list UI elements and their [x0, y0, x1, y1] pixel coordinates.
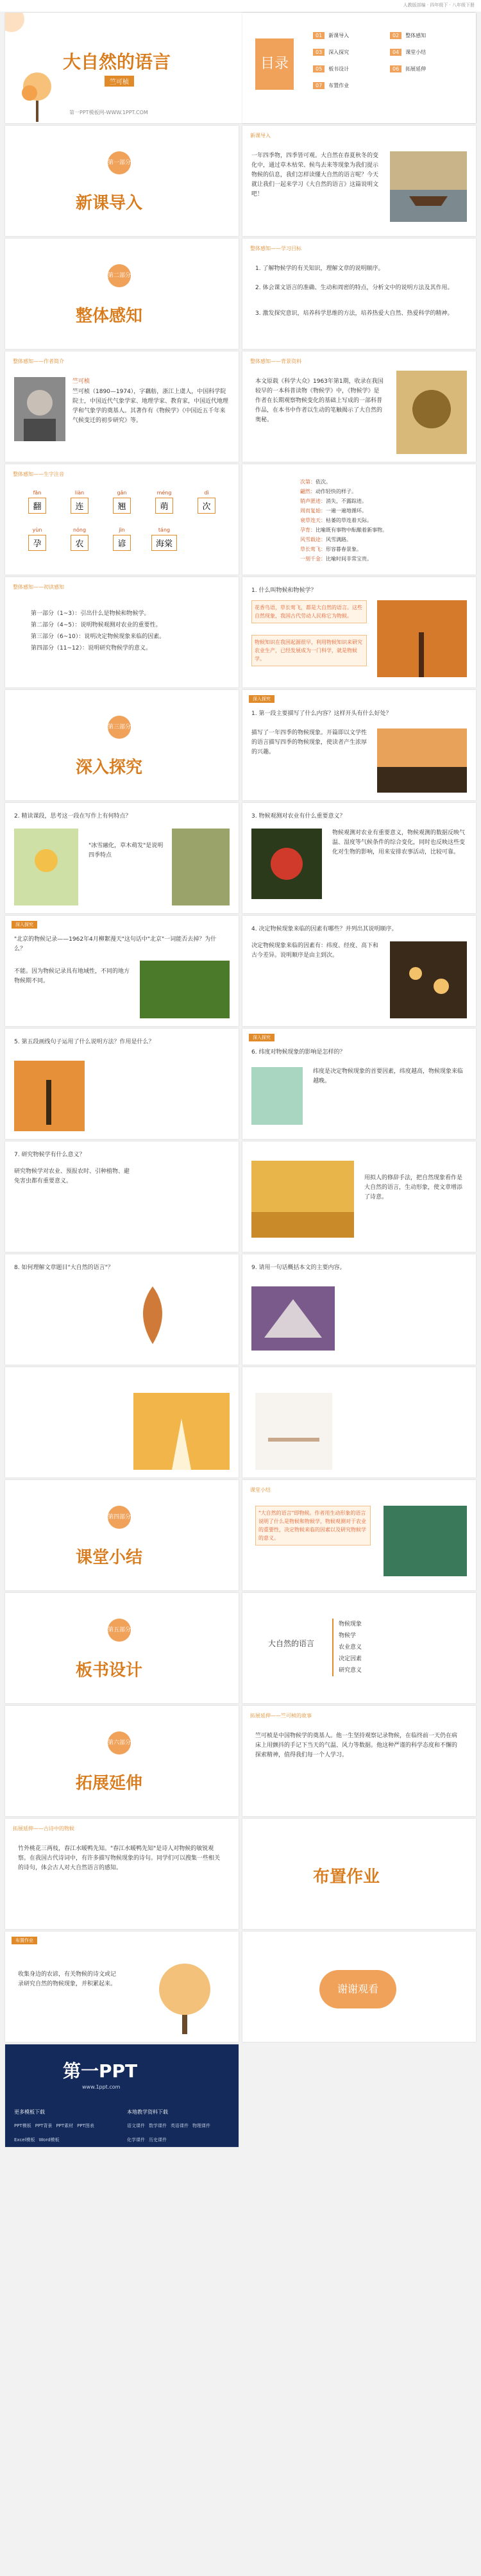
hanzi: 谚: [113, 535, 130, 551]
flower-image: [14, 829, 78, 905]
question: 2. 精读课段，思考这一段在写作上有何特点？: [14, 813, 131, 820]
answer: 纬度是决定物候现象的首要因素，纬度越高，物候现象来临越晚。: [313, 1068, 464, 1084]
toc-item[interactable]: [313, 82, 349, 89]
section-title: 布置作业: [313, 1867, 380, 1887]
slide-homework[interactable]: [5, 1932, 239, 2042]
answer: "冰雪融化，草木萌发"是说明四季特点: [89, 843, 164, 859]
term-item: [300, 535, 467, 544]
structure-item: 第四部分（11~12）：说明研究物候学的意义。: [31, 645, 151, 652]
vocab-item: [103, 490, 141, 522]
thanks-text: 谢谢观看: [319, 1970, 396, 2008]
footer-link[interactable]: 数学课件: [149, 2123, 167, 2128]
vocab-item: [18, 490, 56, 522]
slide-extend[interactable]: [242, 1706, 476, 1816]
vocab-item: [18, 527, 56, 559]
term-key: 一刻千金：: [300, 556, 326, 562]
footer-link[interactable]: PPT图表: [77, 2123, 94, 2128]
footer-link[interactable]: 语文课件: [127, 2123, 145, 2128]
answer: 用拟人的修辞手法，把自然现象看作是大自然的语言，生动形象，使文章增添了诗意。: [364, 1175, 463, 1200]
mountain-image: [251, 1286, 335, 1351]
vocab-item: [60, 527, 99, 559]
slide-q9[interactable]: [5, 1141, 239, 1252]
footer-right-title: 本地教学资料下载: [127, 2109, 168, 2115]
term-key: 草长莺飞：: [300, 546, 326, 552]
term-value: 消失，不露踪迹。: [326, 498, 367, 504]
cover-author: 竺可桢: [105, 76, 134, 87]
toc-number: 04: [390, 49, 401, 56]
term-value: 枯萎的草连着天际。: [326, 518, 372, 523]
slide-tag: 布置作业: [12, 1937, 37, 1944]
homework-text: 收集身边的农谚，有关物候的诗文或记录研究自然的物候现象，并积累起来。: [18, 1971, 117, 1987]
hanzi: 海棠: [151, 535, 177, 551]
slide-structure[interactable]: [5, 577, 239, 687]
structure-item: 第二部分（4~5）：说明物候观测对农业的重要性。: [31, 622, 162, 628]
section-badge: 第六部分: [108, 1731, 131, 1755]
toc-heading: 目录: [255, 38, 294, 90]
question: 4. 决定物候现象来临的因素有哪些？并列出其说明顺序。: [251, 926, 398, 932]
answer: 不能。因为物候记录具有地域性，不同的地方物候期不同。: [14, 968, 130, 984]
toc-item[interactable]: [313, 49, 349, 56]
slide-intro[interactable]: [242, 126, 476, 236]
slide-label: 整体感知——生字注音: [13, 471, 64, 477]
section-badge: 第一部分: [108, 151, 131, 174]
section-badge: 第四部分: [108, 1506, 131, 1529]
toc-label: 整体感知: [405, 33, 426, 38]
slide-terms[interactable]: [242, 464, 476, 575]
background-text: 本文原载《科学大众》1963年第1期，收录在我国较早的一本科普读物《物候学》中，《物候学》是作者在长期观察物候变化的基础上写成的一部科普作品，在本书中作者以生动的笔触揭示了大自然的奥秘。: [255, 378, 384, 423]
slide-section-5[interactable]: [5, 1593, 239, 1703]
slide-section-3[interactable]: [5, 690, 239, 800]
pinyin: táng: [158, 527, 171, 533]
footer-left-title: 更多模板下载: [14, 2109, 45, 2115]
term-key: 风雪载途：: [300, 537, 326, 543]
answer: 描写了一年四季的物候现象。开篇即以文学性的语言描写四季的物候现象，使读者产生浓厚的兴趣。: [251, 730, 367, 755]
question: 1. 第一段主要描写了什么内容？这样开头有什么好处？: [251, 711, 392, 717]
board-branch: 农业意义: [332, 1642, 460, 1653]
question: "北京的物候记录——1962年4月柳絮漫天"这句话中"北京"一词能否去掉？为什么？: [14, 936, 217, 952]
cover-title: 大自然的语言: [63, 51, 171, 72]
section-title: 深入探究: [76, 758, 143, 777]
structure-item: 第三部分（6~10）：说明决定物候现象来临的因素。: [31, 634, 165, 640]
section-title: 拓展延伸: [76, 1774, 143, 1793]
term-item: [300, 544, 467, 554]
toc-number: 02: [390, 32, 401, 39]
footer-banner[interactable]: [5, 2044, 239, 2147]
toc-number: 03: [313, 49, 325, 56]
toc-item[interactable]: [313, 65, 349, 72]
term-item: [300, 477, 467, 487]
slide-q10[interactable]: [242, 1141, 476, 1252]
extend-text: 竺可桢是中国物候学的奠基人。他一生坚持观察记录物候，在临终前一天仍在病床上用颤抖的手记下当天的气温、风力等数据。他这种严谨的科学态度和不懈的探索精神，值得我们每一个人学习。: [255, 1733, 458, 1758]
board-branch: 物候学: [332, 1630, 460, 1642]
slide-label: 课堂小结: [250, 1487, 271, 1493]
vocab-item: [60, 490, 99, 522]
slide-label: 拓展延伸——古诗中的物候: [13, 1826, 74, 1831]
slide-q6[interactable]: [242, 916, 476, 1026]
hanzi: 萌: [155, 498, 173, 514]
answer: 决定物候现象来临的因素有：纬度、经度、高下和古今差异。说明顺序是由主到次。: [251, 943, 379, 959]
slide-label: 整体感知——作者简介: [13, 358, 64, 364]
vocab-grid: [18, 490, 230, 567]
slide-label: 拓展延伸——竺可桢的故事: [250, 1713, 312, 1719]
footer-link[interactable]: 英语课件: [171, 2123, 189, 2128]
slide-summary[interactable]: [242, 1480, 476, 1590]
toc-item[interactable]: [390, 65, 426, 72]
intro-boat-image: [390, 151, 467, 222]
toc-number: 01: [313, 32, 325, 39]
board-center: 大自然的语言: [268, 1639, 315, 1648]
question: 3. 物候观测对农业有什么重要意义？: [251, 813, 346, 820]
slide-q4[interactable]: [242, 803, 476, 913]
slide-tag: 深入探究: [12, 921, 37, 929]
term-item: [300, 516, 467, 525]
toc-number: 05: [313, 65, 325, 72]
term-value: 依次。: [316, 479, 331, 485]
board-branches: [332, 1619, 460, 1676]
footer-link[interactable]: 化学课件: [127, 2137, 145, 2142]
answer-box: 物候知识在我国起源很早，利用物候知识来研究农业生产，已经发展成为一门科学，就是物候学。: [251, 635, 367, 666]
term-item: [300, 554, 467, 564]
red-flower-image: [251, 829, 322, 899]
hanzi: 翻: [28, 498, 46, 514]
slide-label: 整体感知——学习目标: [250, 246, 301, 251]
footer-brand: 第一PPT: [63, 2060, 138, 2082]
term-key: 衰草连天：: [300, 518, 326, 523]
question: 8. 如何理解文章题目"大自然的语言"？: [14, 1265, 114, 1271]
toc-label: 拓展延伸: [405, 66, 426, 72]
footer-link[interactable]: PPT背景: [35, 2123, 53, 2128]
section-title: 课堂小结: [76, 1548, 143, 1567]
table-image: [255, 1393, 332, 1470]
question: 9. 请用一句话概括本文的主要内容。: [251, 1265, 346, 1271]
section-badge: 第五部分: [108, 1619, 131, 1642]
slide-label: 新课导入: [250, 133, 271, 139]
goal-item: 1. 了解物候学的有关知识，理解文章的说明顺序。: [255, 265, 384, 272]
term-item: [300, 487, 467, 496]
term-item: [300, 506, 467, 516]
slide-section-7[interactable]: [242, 1819, 476, 1929]
slide-vocab[interactable]: [5, 464, 239, 575]
term-key: 销声匿迹：: [300, 498, 326, 504]
author-portrait: [14, 377, 65, 441]
author-text: 竺可桢（1890—1974），字藕舫，浙江上虞人，中国科学院院士，中国近代气象学家、地理学家、教育家，中国近代地理学和气象学的奠基人。其著作有《物候学》《中国近五千年来气候变迁的初步研究》等。: [72, 389, 229, 424]
board-branch: 物候现象: [332, 1619, 460, 1630]
footer-link[interactable]: Word模板: [38, 2137, 60, 2142]
leaves-image: [140, 961, 230, 1018]
slide-author[interactable]: [5, 351, 239, 462]
slide-label: 整体感知——初读感知: [13, 584, 64, 590]
cover-tree-illustration: [18, 64, 56, 122]
toc-number: 07: [313, 82, 325, 89]
toc-label: 课堂小结: [405, 49, 426, 55]
pinyin: méng: [156, 490, 172, 496]
cover-site: 第一PPT模板网-WWW.1PPT.COM: [69, 110, 148, 115]
section-title: 板书设计: [76, 1661, 143, 1680]
leaf-drawing: [121, 1280, 185, 1351]
sunset-image: [377, 728, 467, 793]
slide-board[interactable]: [242, 1593, 476, 1703]
term-value: 形容暮春景象。: [326, 546, 362, 552]
term-value: 动作轻快的样子。: [316, 489, 357, 494]
footer-link[interactable]: 物理课件: [192, 2123, 210, 2128]
slide-q12[interactable]: [242, 1254, 476, 1365]
answer-box: 花香鸟语，草长莺飞，都是大自然的语言。这些自然现象，我国古代劳动人民称它为物候。: [251, 600, 367, 623]
autumn-tree-image: [377, 600, 467, 677]
footer-link[interactable]: Excel模板: [14, 2137, 35, 2142]
giraffe-image: [14, 1061, 85, 1131]
toc-label: 深入探究: [328, 49, 350, 55]
goal-item: 2. 体会课文语言的准确、生动和周密的特点，分析文中的说明方法及其作用。: [255, 285, 453, 291]
toc-label: 板书设计: [328, 66, 350, 72]
section-badge: 第二部分: [108, 264, 131, 287]
vocab-item: [103, 527, 141, 559]
vocab-item: [145, 527, 183, 559]
summary-box: "大自然的语言"即物候。作者用生动形象的语言说明了什么是物候和物候学，物候观测对于农业的重要性，决定物候来临的因素以及研究物候学的意义。: [255, 1506, 371, 1545]
hanzi: 次: [198, 498, 215, 514]
lake-image: [384, 1506, 467, 1576]
hanzi: 农: [71, 535, 88, 551]
slide-tag: 深入探究: [249, 695, 274, 703]
author-name: 竺可桢: [72, 378, 90, 385]
pinyin: gǎn: [117, 490, 127, 496]
structure-item: 第一部分（1~3）：引出什么是物候和物候学。: [31, 610, 150, 617]
slide-table[interactable]: [242, 1367, 476, 1477]
toc-label: 布置作业: [328, 83, 350, 88]
term-item: [300, 496, 467, 506]
pinyin: yùn: [32, 527, 42, 533]
toc-item[interactable]: [390, 32, 426, 39]
slide-toc[interactable]: [242, 13, 476, 123]
vocab-item: [187, 490, 226, 522]
extend2-text: 竹外桃花三两枝，春江水暖鸭先知。"春江水暖鸭先知"是诗人对物候的敏锐观察。在我国古代诗词中，有许多描写物候现象的诗句。同学们可以搜集一些相关的诗句，体会古人对大自然语言的感知。: [18, 1846, 221, 1871]
pinyin: fān: [33, 490, 42, 496]
term-item: [300, 525, 467, 535]
slide-label: 整体感知——背景资料: [250, 358, 301, 364]
question: 6. 纬度对物候现象的影响是怎样的？: [251, 1049, 346, 1056]
term-key: 翩然：: [300, 489, 316, 494]
toc-item[interactable]: [390, 49, 426, 56]
term-value: 一遍一遍地循环。: [326, 508, 367, 514]
slide-section-6[interactable]: [5, 1706, 239, 1816]
slide-q11[interactable]: [5, 1254, 239, 1365]
pinyin: liàn: [74, 490, 85, 496]
terms-list: [300, 477, 467, 564]
term-key: 周而复始：: [300, 508, 326, 514]
slide-section-2[interactable]: [5, 239, 239, 349]
blossom-image: [390, 941, 467, 1018]
section-title: 整体感知: [76, 307, 143, 326]
vocab-item: [145, 490, 183, 522]
footer-links-right: [127, 2117, 230, 2146]
slide-q7[interactable]: [5, 1029, 239, 1139]
slide-thanks[interactable]: [242, 1932, 476, 2042]
answer: 物候观测对农业有重要意义，物候观测的数据反映气温、湿度等气候条件的综合变化，同时也反映这些变化对生物的影响，用来安排农事活动，比较可靠。: [332, 830, 466, 855]
term-value: 比喻时间非常宝贵。: [326, 556, 372, 562]
answer: 研究物候学对农业、预报农时、引种植物、避免害虫都有重要意义。: [14, 1168, 130, 1184]
question: 1. 什么叫物候和物候学？: [251, 587, 317, 594]
map-illustration: [251, 1067, 303, 1125]
footer-links-left: [14, 2117, 117, 2146]
background-image: [396, 371, 467, 454]
footer-link[interactable]: PPT素材: [56, 2123, 74, 2128]
slide-autumn[interactable]: [5, 1367, 239, 1477]
section-title: 新课导入: [76, 194, 143, 213]
footer-link[interactable]: 历史课件: [149, 2137, 167, 2142]
hanzi: 孕: [28, 535, 46, 551]
goal-item: 3. 激发探究意识，培养科学思维的方法，培养热爱大自然、热爱科学的精神。: [255, 310, 453, 317]
footer-link[interactable]: PPT模板: [14, 2123, 31, 2128]
board-branch: 研究意义: [332, 1665, 460, 1676]
field-image: [251, 1161, 354, 1238]
footer-sub: www.1ppt.com: [82, 2084, 121, 2090]
autumn-road-image: [133, 1393, 230, 1470]
term-value: 风雪满路。: [326, 537, 351, 543]
toc-number: 06: [390, 65, 401, 72]
term-value: 比喻既有事物中酝酿着新事物。: [316, 527, 387, 533]
slide-goals[interactable]: [242, 239, 476, 349]
toc-label: 新课导入: [328, 33, 350, 38]
intro-text: 一年四季物，四季皆可观。大自然在春夏秋冬的变化中，通过草木枯荣、候鸟去来等现象为我们提示物候的信息，我们怎样读懂大自然的语言呢？今天就让我们一起来学习《大自然的语言》这篇说明文吧！: [251, 153, 379, 198]
breadcrumb: 人教版部编 · 四年级下 · 八年级下册: [403, 3, 475, 8]
slide-section-1[interactable]: [5, 126, 239, 236]
slide-extend-2[interactable]: [5, 1819, 239, 1929]
slide-tag: 深入探究: [249, 1034, 274, 1041]
slide-section-4[interactable]: [5, 1480, 239, 1590]
question: 5. 第五段画线句子运用了什么说明方法？作用是什么？: [14, 1039, 155, 1045]
slide-q3[interactable]: [5, 803, 239, 913]
toc-item[interactable]: [313, 32, 349, 39]
slide-explore[interactable]: [242, 690, 476, 800]
slide-background[interactable]: [242, 351, 476, 462]
section-badge: 第三部分: [108, 716, 131, 739]
pinyin: dì: [204, 490, 209, 496]
slide-q1[interactable]: [242, 577, 476, 687]
tree-illustration: [146, 1957, 223, 2034]
term-key: 孕育：: [300, 527, 316, 533]
hanzi: 翘: [113, 498, 130, 514]
slide-q8[interactable]: [242, 1029, 476, 1139]
question: 7. 研究物候学有什么意义？: [14, 1152, 85, 1158]
term-key: 次第：: [300, 479, 316, 485]
board-branch: 决定因素: [332, 1653, 460, 1665]
reed-image: [172, 829, 230, 905]
slide-q5[interactable]: [5, 916, 239, 1026]
pinyin: jìn: [119, 527, 125, 533]
hanzi: 连: [71, 498, 88, 514]
pinyin: nóng: [72, 527, 87, 533]
top-bar: [0, 0, 481, 12]
